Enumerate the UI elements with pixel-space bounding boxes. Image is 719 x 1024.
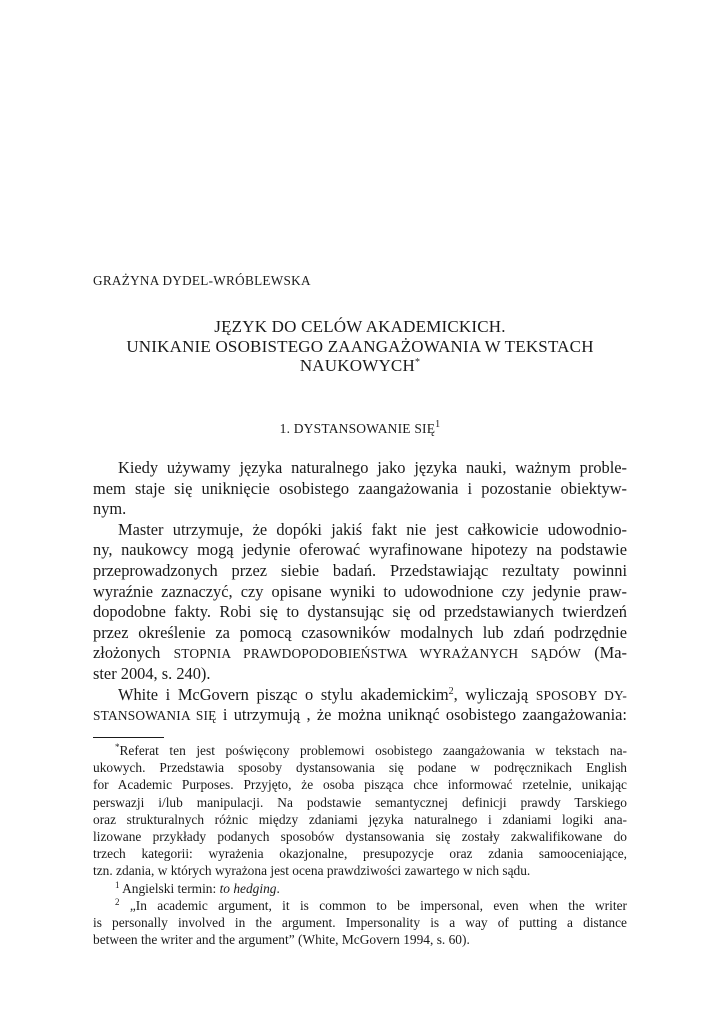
text-line: przez określenie za pomocą czasowników modalnych lub zdań podrzędnie bbox=[93, 622, 627, 642]
small-caps-phrase: SPOSOBY DY- bbox=[535, 687, 627, 703]
text-line: Kiedy używamy języka naturalnego jako języka nauki, ważnym proble- bbox=[118, 458, 627, 477]
footnote-text: Referat ten jest poświęcony problemowi osobistego zaangażowania w tekstach na- bbox=[119, 743, 627, 758]
text-segment: White i McGovern pisząc o stylu akademickim bbox=[118, 684, 449, 704]
small-caps-phrase: STANSOWANIA SIĘ bbox=[93, 708, 217, 724]
text-line: mem staje się uniknięcie osobistego zaangażowania i pozostanie obiektyw- bbox=[93, 478, 627, 498]
title-text: NAUKOWYCH bbox=[299, 356, 415, 375]
footnote-mark[interactable]: * bbox=[414, 357, 421, 368]
text-line: przeprowadzonych przez siebie badań. Przedstawiając rezultaty powinni bbox=[93, 560, 627, 580]
title-line bbox=[93, 356, 627, 376]
footnotes bbox=[93, 742, 627, 948]
footnote-mark[interactable]: 1 bbox=[435, 419, 441, 430]
small-caps-phrase: STOPNIA PRAWDOPODOBIEŃSTWA WYRAŻANYCH SĄDÓW bbox=[173, 646, 582, 662]
text-segment: złożonych bbox=[93, 643, 174, 663]
paper-title bbox=[93, 317, 627, 376]
footnote-line: trzech kategorii: wyrażenia okazjonalne, presupozycje oraz zdania samooceniające, bbox=[93, 846, 627, 862]
footnote-text: Angielski termin: bbox=[122, 880, 220, 896]
text-line: wyraźnie zaznaczyć, czy opisane wyniki to udowodnione czy jedynie praw- bbox=[93, 581, 627, 601]
footnote-mark[interactable]: 2 bbox=[448, 685, 454, 697]
footnote-line: is personally involved in the argument. Impersonality is a way of putting a distance bbox=[93, 914, 627, 930]
text-line bbox=[93, 643, 627, 664]
text-line: nym. bbox=[93, 499, 127, 519]
footnote-text: „In academic argument, it is common to be impersonal, even when the writer bbox=[129, 897, 627, 913]
title-line: JĘZYK DO CELÓW AKADEMICKICH. bbox=[214, 317, 506, 336]
text-line: dopodobne fakty. Robi się to dystansując się od przedstawianych twierdzeń bbox=[93, 602, 627, 622]
section-heading bbox=[93, 421, 627, 437]
footnote-line: oraz strukturalnych różnic między zdaniami języka naturalnego i zdaniami logiki ana- bbox=[93, 811, 627, 827]
footnote-line bbox=[93, 897, 627, 914]
footnote-text: . bbox=[276, 880, 280, 896]
body-text bbox=[93, 458, 627, 726]
footnote-line: lizowane przykłady podanych sposobów dystansowania się zostały zakwalifikowane do bbox=[93, 828, 627, 844]
footnote-mark: 2 bbox=[115, 896, 120, 907]
title-line: UNIKANIE OSOBISTEGO ZAANGAŻOWANIA W TEKSTACH bbox=[126, 336, 594, 356]
author-name: GRAŻYNA DYDEL-WRÓBLEWSKA bbox=[93, 273, 311, 288]
footnote-line: for Academic Purposes. Przyjęto, że osoba pisząca chce informować rzetelnie, unikając bbox=[93, 777, 627, 793]
footnote-mark: * bbox=[115, 742, 120, 752]
footnote-italic-term: to hedging bbox=[219, 880, 277, 896]
text-line: ster 2004, s. 240). bbox=[93, 663, 211, 683]
section-title: 1. DYSTANSOWANIE SIĘ bbox=[279, 421, 436, 436]
text-line: Master utrzymuje, że dopóki jakiś fakt nie jest całkowicie udowodnio- bbox=[118, 519, 627, 539]
footnote-line bbox=[93, 880, 627, 897]
text-segment: (Ma- bbox=[581, 643, 627, 663]
footnote-mark: 1 bbox=[115, 879, 120, 890]
footnote-divider bbox=[93, 737, 164, 738]
footnote-line: ukowych. Przedstawia sposoby dystansowania się podane w podręcznikach English bbox=[93, 760, 627, 776]
footnote-line: perswazji i/lub manipulacji. Na podstawie semantycznej definicji prawdy Tarskiego bbox=[93, 794, 627, 810]
text-segment: i utrzymują , że można uniknąć osobistego zaangażowania: bbox=[216, 705, 627, 725]
footnote-line: between the writer and the argument” (White, McGovern 1994, s. 60). bbox=[93, 932, 470, 948]
text-segment: , wyliczają bbox=[453, 684, 536, 704]
footnote-line: tzn. zdania, w których wyrażona jest ocena prawdziwości zawartego w nich sądu. bbox=[93, 863, 531, 879]
text-line: ny, naukowcy mogą jedynie oferować wyrafinowane hipotezy na podstawie bbox=[93, 540, 627, 560]
text-line bbox=[93, 705, 627, 726]
text-line bbox=[93, 685, 627, 706]
footnote-line bbox=[93, 742, 627, 759]
